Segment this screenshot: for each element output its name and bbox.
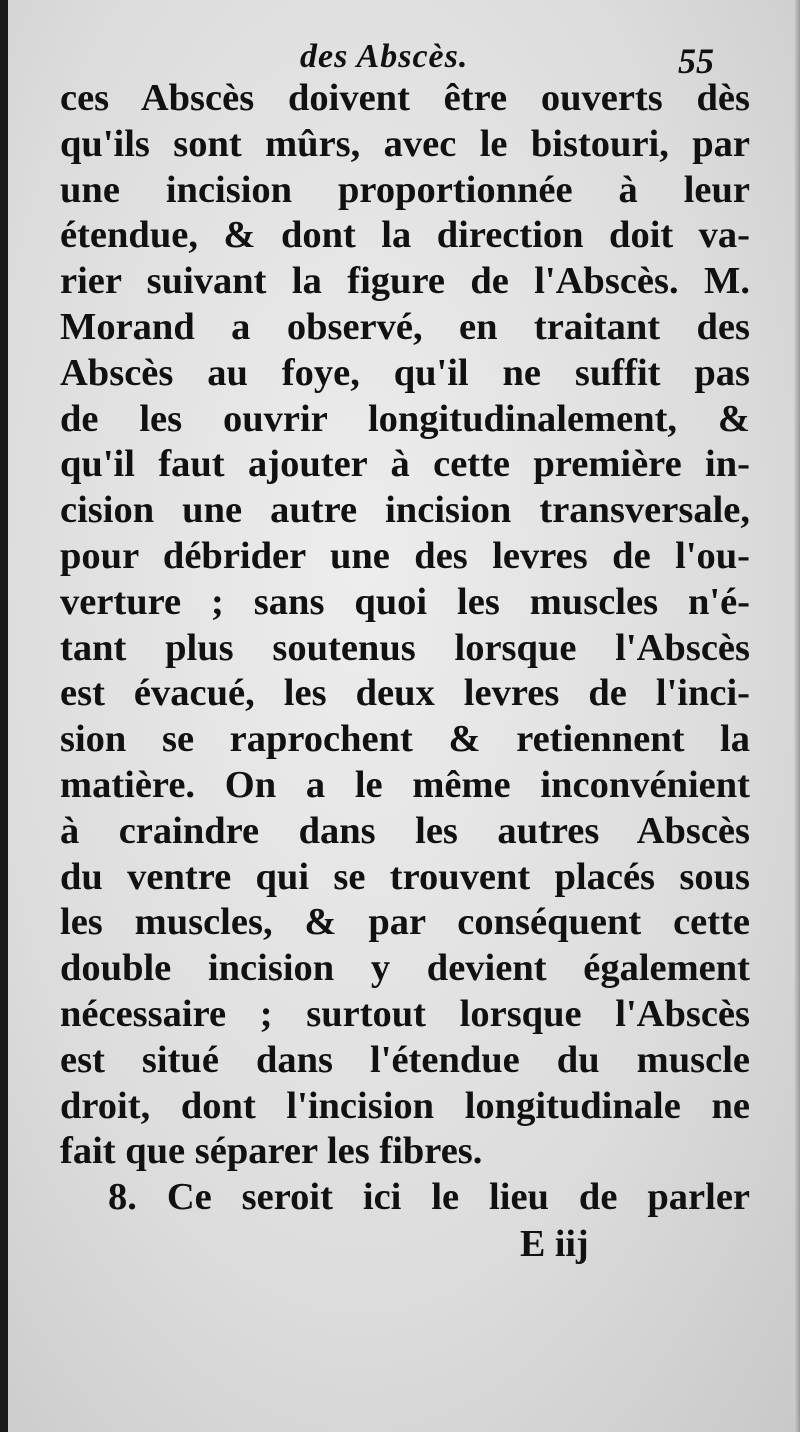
text-line: matière. On a le même inconvénient	[60, 763, 750, 806]
text-line: droit, dont l'incision longitudinale ne	[60, 1084, 750, 1127]
page-left-edge	[0, 0, 8, 1432]
text-line: double incision y devient également	[60, 947, 750, 990]
text-line: étendue, & dont la direction doit va-	[60, 214, 750, 257]
text-line: de les ouvrir longitudinalement, &	[60, 397, 750, 440]
text-line: est situé dans l'étendue du muscle	[60, 1038, 750, 1081]
body-text	[60, 76, 750, 1221]
signature-mark: E iij	[520, 1223, 589, 1265]
text-line: est évacué, les deux levres de l'inci-	[60, 672, 750, 715]
text-line: ces Abscès doivent être ouverts dès	[60, 77, 750, 119]
text-line: Morand a observé, en traitant des	[60, 305, 750, 348]
text-line: verture ; sans quoi les muscles n'é-	[60, 580, 750, 623]
text-line: qu'il faut ajouter à cette première in-	[60, 443, 750, 486]
text-line: tant plus soutenus lorsque l'Abscès	[60, 626, 750, 669]
text-line: sion se raprochent & retiennent la	[60, 718, 750, 761]
running-head: des Abscès.	[300, 38, 469, 75]
text-line: une incision proportionnée à leur	[60, 168, 750, 211]
page-right-edge	[794, 0, 800, 1432]
text-line: les muscles, & par conséquent cette	[60, 901, 750, 944]
text-line: Abscès au foye, qu'il ne suffit pas	[60, 351, 750, 394]
page-number: 55	[678, 41, 714, 81]
text-line: cision une autre incision transversale,	[60, 489, 750, 532]
text-line: rier suivant la figure de l'Abscès. M.	[60, 260, 750, 303]
text-line: fait que séparer les fibres.	[60, 1130, 483, 1173]
text-line: à craindre dans les autres Abscès	[60, 809, 750, 852]
text-line: nécessaire ; surtout lorsque l'Abscès	[60, 992, 750, 1035]
text-line: du ventre qui se trouvent placés sous	[60, 855, 750, 898]
text-line: 8. Ce seroit ici le lieu de parler	[108, 1176, 750, 1219]
text-line: pour débrider une des levres de l'ou-	[60, 534, 750, 577]
text-line: qu'ils sont mûrs, avec le bistouri, par	[60, 122, 750, 165]
